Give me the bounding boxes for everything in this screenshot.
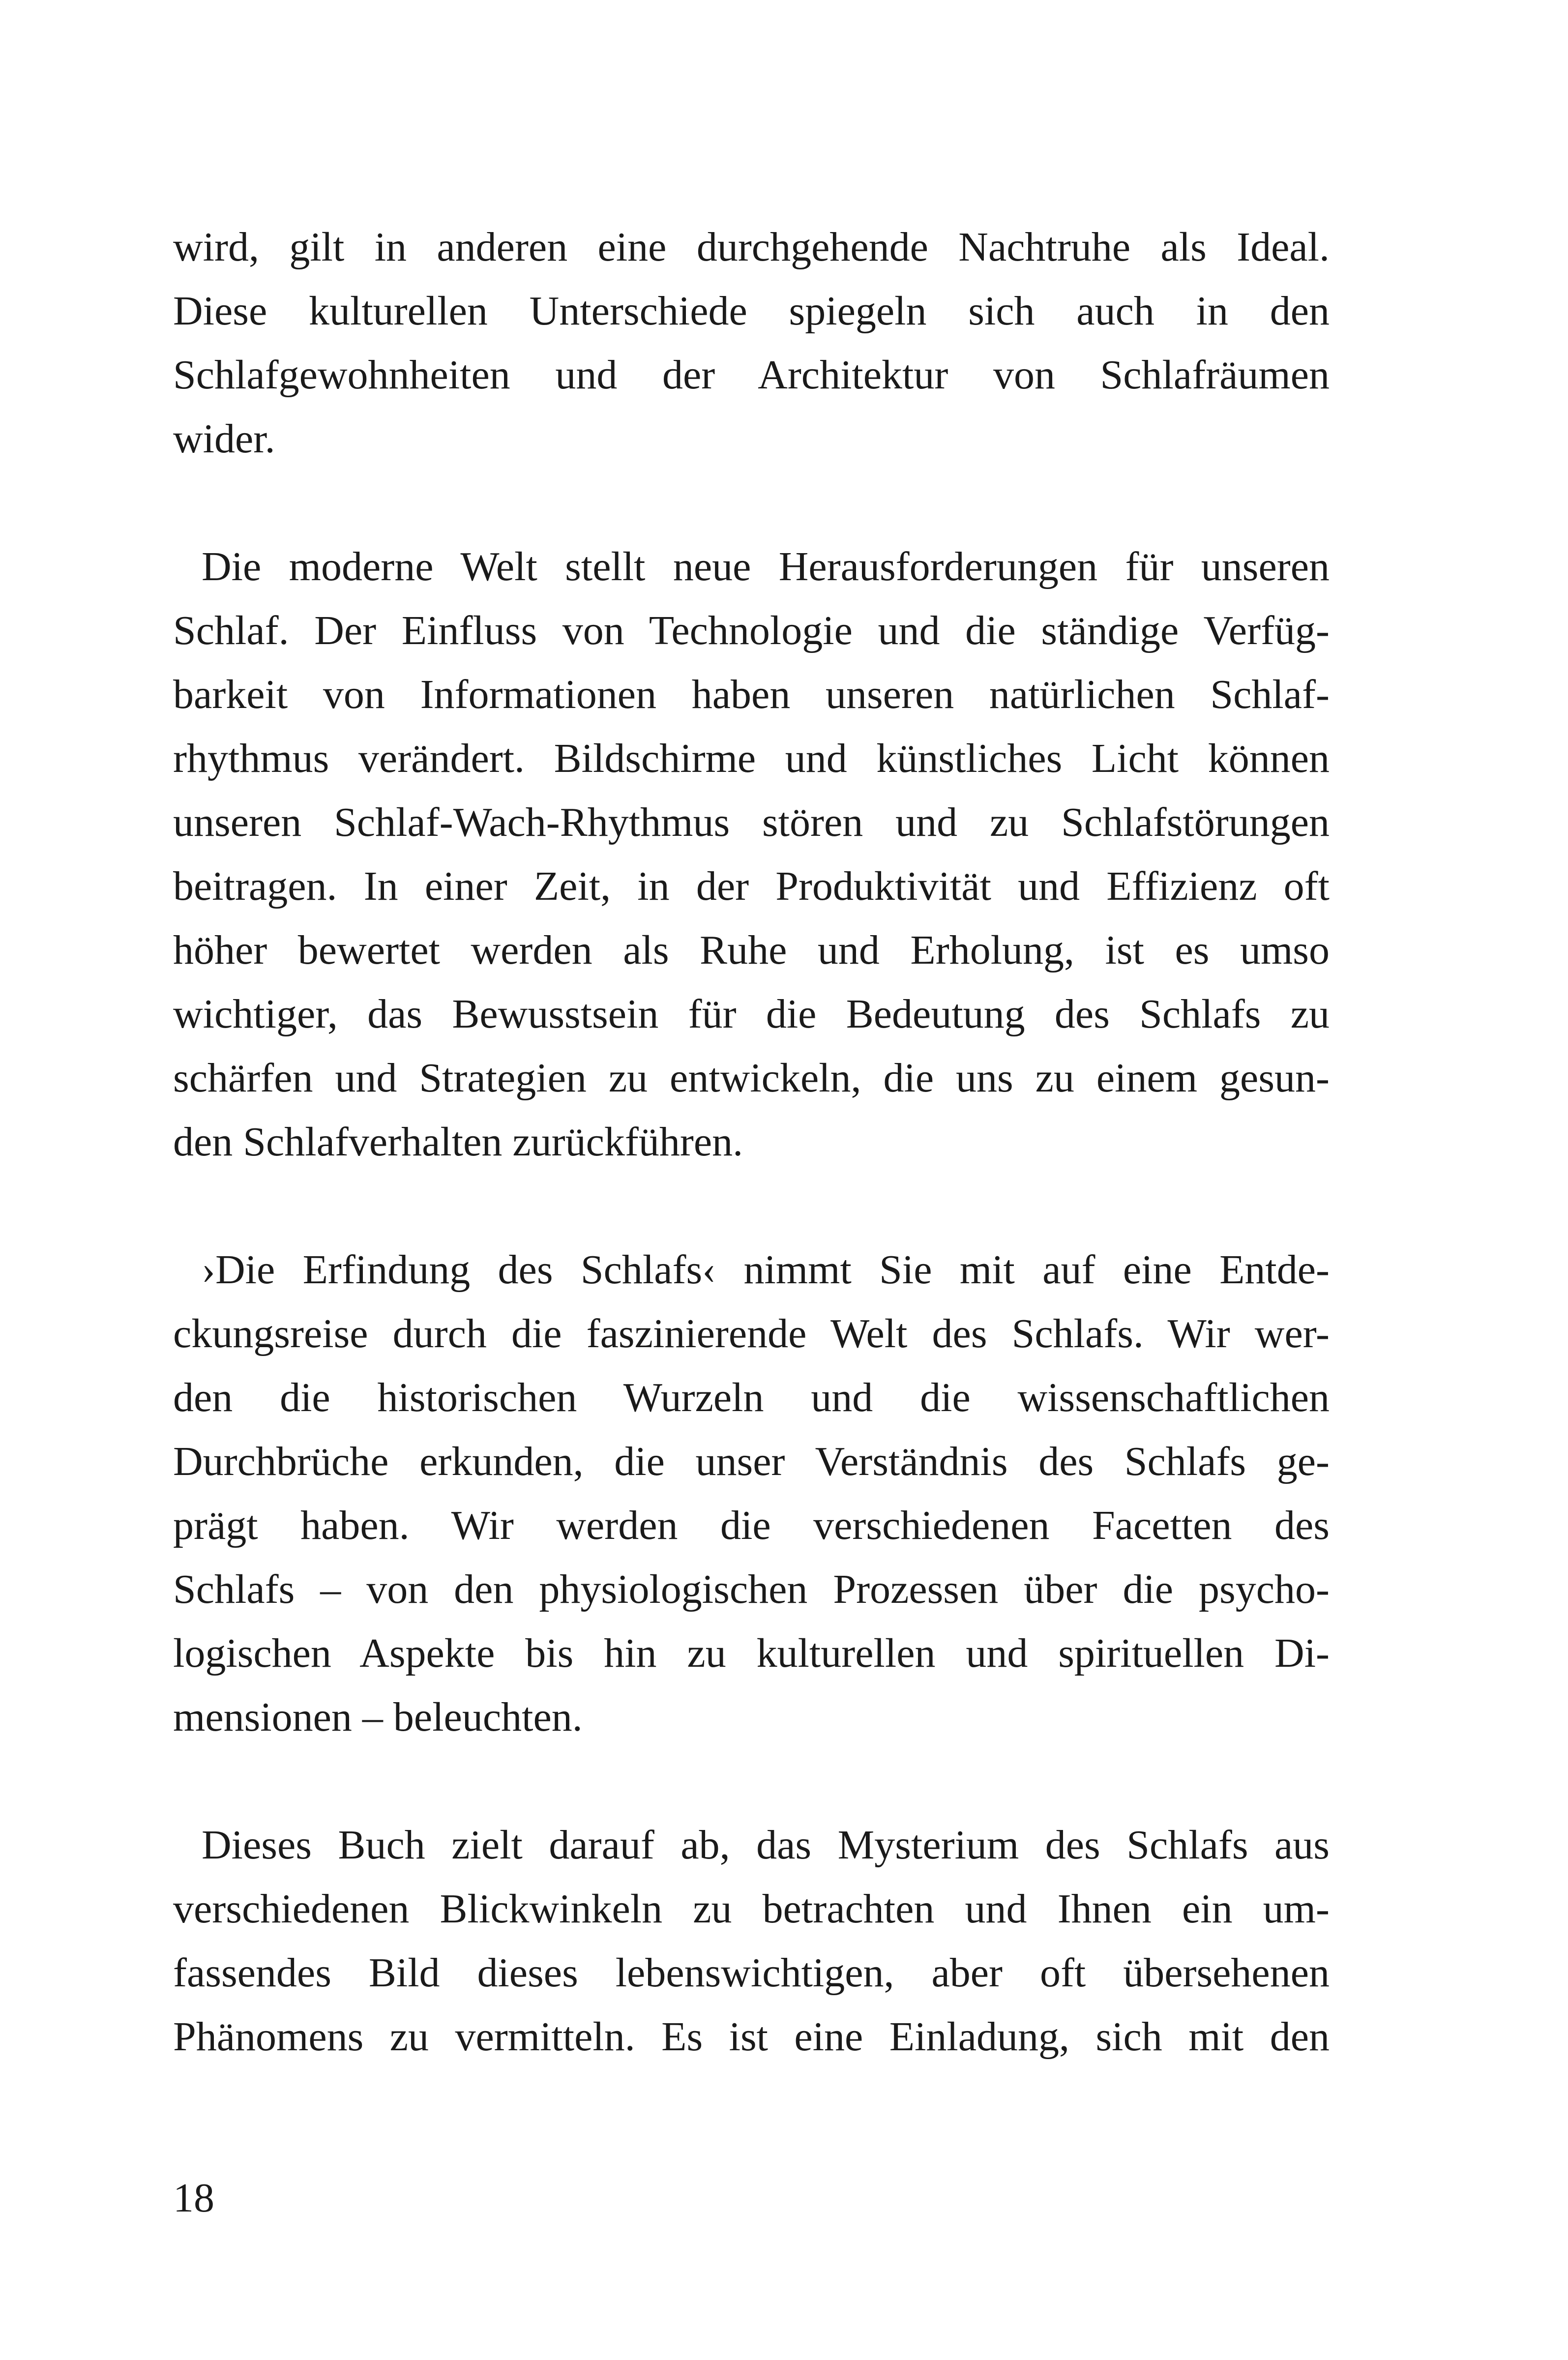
paragraph xyxy=(173,1813,1330,2069)
text-line: Schlafs – von den physiologischen Prozessen über die psycho- xyxy=(173,1566,1330,1612)
text-line: prägt haben. Wir werden die verschiedenen Facetten des xyxy=(173,1503,1330,1548)
text-line: logischen Aspekte bis hin zu kulturellen und spirituellen Di- xyxy=(173,1630,1330,1676)
text-line: barkeit von Informationen haben unseren natürlichen Schlaf- xyxy=(173,672,1330,717)
text-line: den Schlafverhalten zurückführen. xyxy=(173,1119,743,1165)
text-line: rhythmus verändert. Bildschirme und künstliches Licht können xyxy=(173,736,1330,781)
text-line: Durchbrüche erkunden, die unser Verständnis des Schlafs ge- xyxy=(173,1439,1330,1484)
page-number: 18 xyxy=(173,2175,214,2221)
text-line: wider. xyxy=(173,416,275,462)
text-line: ckungsreise durch die faszinierende Welt des Schlafs. Wir wer- xyxy=(173,1311,1330,1357)
body-text xyxy=(173,215,1330,2069)
text-line: wird, gilt in anderen eine durchgehende Nachtruhe als Ideal. xyxy=(173,224,1330,270)
paragraph xyxy=(173,215,1330,471)
text-line: beitragen. In einer Zeit, in der Produktivität und Effizienz oft xyxy=(173,863,1330,909)
text-line: Phänomens zu vermitteln. Es ist eine Einladung, sich mit den xyxy=(173,2014,1330,2060)
text-line: Dieses Buch zielt darauf ab, das Mysterium des Schlafs aus xyxy=(202,1822,1330,1868)
paragraph xyxy=(173,535,1330,1174)
text-line: mensionen – beleuchten. xyxy=(173,1694,583,1740)
text-line: Diese kulturellen Unterschiede spiegeln sich auch in den xyxy=(173,288,1330,334)
text-line: Schlafgewohnheiten und der Architektur von Schlafräumen xyxy=(173,352,1330,398)
text-line: höher bewertet werden als Ruhe und Erholung, ist es umso xyxy=(173,927,1330,973)
paragraph xyxy=(173,1238,1330,1749)
text-line: Die moderne Welt stellt neue Herausforderungen für unseren xyxy=(202,544,1330,590)
text-line: schärfen und Strategien zu entwickeln, die uns zu einem gesun- xyxy=(173,1055,1330,1101)
paragraph-gap xyxy=(173,1749,1330,1813)
paragraph-gap xyxy=(173,1174,1330,1238)
text-line: verschiedenen Blickwinkeln zu betrachten und Ihnen ein um- xyxy=(173,1886,1330,1932)
text-line: fassendes Bild dieses lebenswichtigen, aber oft übersehenen xyxy=(173,1950,1330,1996)
paragraph-gap xyxy=(173,471,1330,535)
text-line: Schlaf. Der Einfluss von Technologie und die ständige Verfüg- xyxy=(173,608,1330,653)
text-line: ›Die Erfindung des Schlafs‹ nimmt Sie mit auf eine Entde- xyxy=(202,1247,1330,1293)
text-line: unseren Schlaf-Wach-Rhythmus stören und zu Schlafstörungen xyxy=(173,799,1330,845)
text-line: den die historischen Wurzeln und die wissenschaftlichen xyxy=(173,1375,1330,1420)
text-line: wichtiger, das Bewusstsein für die Bedeutung des Schlafs zu xyxy=(173,991,1330,1037)
